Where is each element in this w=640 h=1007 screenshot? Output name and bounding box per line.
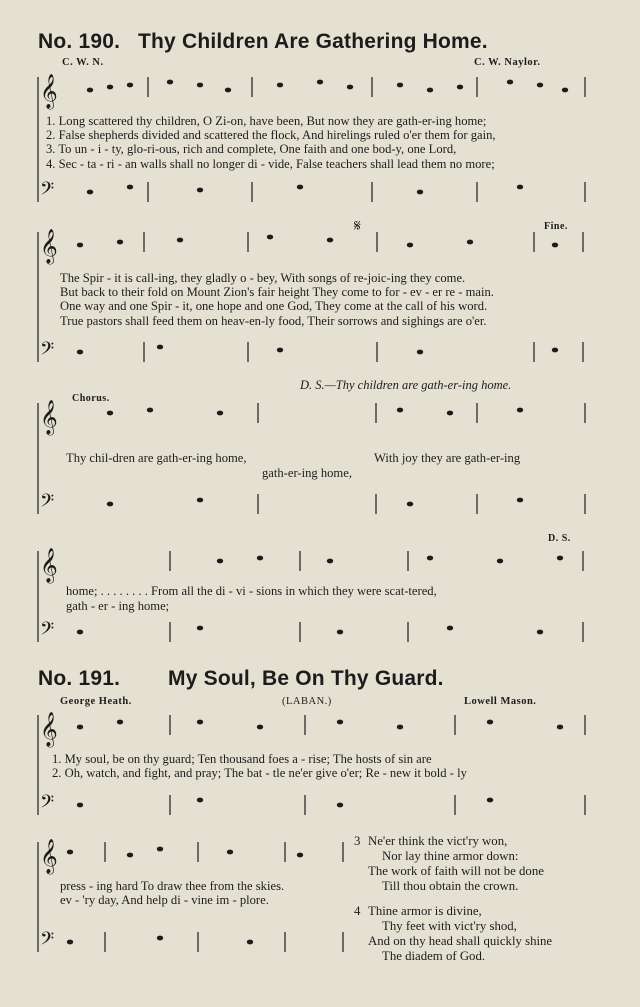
staff-190-3-treble bbox=[38, 403, 586, 423]
bass-clef-icon: 𝄢 bbox=[40, 491, 55, 516]
staff-191-1-treble bbox=[38, 715, 586, 735]
stanza-4-number: 4 bbox=[354, 904, 361, 918]
treble-clef-icon: 𝄞 bbox=[40, 548, 58, 583]
segno-mark: 𝄋 bbox=[354, 216, 361, 235]
staff-190-2-bass bbox=[38, 342, 586, 362]
chorus-line-1b: With joy they are gath-er-ing bbox=[374, 451, 521, 465]
staff-191-1-bass bbox=[38, 795, 586, 815]
hymn-191-composer: George Heath. bbox=[60, 696, 132, 707]
clefs bbox=[40, 74, 58, 954]
staff-190-4-bass bbox=[38, 622, 586, 642]
treble-clef-icon: 𝄞 bbox=[40, 839, 58, 874]
bass-clef-icon: 𝄢 bbox=[40, 792, 55, 817]
stanza-4-line-4: The diadem of God. bbox=[382, 949, 486, 963]
staff-190-1-bass bbox=[38, 182, 586, 202]
hymn-191-title: My Soul, Be On Thy Guard. bbox=[168, 667, 444, 690]
stanza-4-line-1: Thine armor is divine, bbox=[368, 904, 482, 918]
stanza-3 bbox=[354, 834, 544, 894]
verse-3-line-a: 3. To un - i - ty, glo-ri-ous, rich and complete, One faith and one bod-y, one Lord, bbox=[46, 142, 457, 157]
noteheads bbox=[67, 80, 568, 945]
staff-190-3-bass bbox=[38, 494, 586, 514]
verse-1-line-b: The Spir - it is call-ing, they gladly o - bey, With songs of re-joic-ing they come. bbox=[60, 271, 466, 285]
chorus-line-2b: gath - er - ing home; bbox=[66, 599, 170, 613]
stanza-3-number: 3 bbox=[354, 834, 361, 848]
staff-190-4-treble bbox=[38, 551, 586, 571]
stanza-3-line-4: Till thou obtain the crown. bbox=[382, 879, 519, 893]
ds-instruction: D. S.—Thy children are gath-er-ing home. bbox=[300, 378, 512, 392]
hymn-191-number: No. 191. bbox=[38, 667, 121, 690]
verse-1-line-b: press - ing hard To draw thee from the skies. bbox=[60, 879, 285, 893]
chorus-line-2: home; . . . . . . . . From all the di - vi - sions in which they were scat-tered, bbox=[66, 584, 437, 598]
bass-clef-icon: 𝄢 bbox=[40, 619, 55, 644]
treble-clef-icon: 𝄞 bbox=[40, 400, 58, 435]
verse-4-line-b: True pastors shall feed them on heav-en-ly food, Their sorrows and sighings are o'er. bbox=[60, 313, 487, 328]
chorus-label: Chorus. bbox=[72, 393, 110, 404]
hymn-190-title: Thy Children Are Gathering Home. bbox=[138, 30, 488, 53]
verse-4-line-a: 4. Sec - ta - ri - an walls shall no longer di - vide, False teachers shall lead them no more; bbox=[46, 156, 495, 171]
hymn-191-author: Lowell Mason. bbox=[464, 696, 537, 707]
hymn-191-verse-block-a bbox=[52, 752, 467, 780]
staff-191-2-treble bbox=[38, 842, 343, 862]
bass-clef-icon: 𝄢 bbox=[40, 179, 55, 204]
treble-clef-icon: 𝄞 bbox=[40, 74, 58, 109]
hymn-190-composer: C. W. N. bbox=[62, 57, 104, 68]
treble-clef-icon: 𝄞 bbox=[40, 229, 58, 264]
verse-1-line-a: 1. Long scattered thy children, O Zi-on, have been, But now they are gath-er-ing home; bbox=[46, 114, 487, 128]
hymn-190-number: No. 190. bbox=[38, 30, 121, 53]
ds-mark: D. S. bbox=[548, 533, 571, 544]
bass-clef-icon: 𝄢 bbox=[40, 929, 55, 954]
staff-190-1-treble bbox=[38, 77, 586, 97]
verse-2-line-a: 2. Oh, watch, and fight, and pray; The bat - tle ne'er give o'er; Re - new it bold - ly bbox=[52, 766, 467, 781]
chorus-line-1-under: gath-er-ing home, bbox=[262, 466, 352, 480]
hymn-191-verse-block-b bbox=[60, 879, 284, 907]
bass-clef-icon: 𝄢 bbox=[40, 339, 55, 364]
treble-clef-icon: 𝄞 bbox=[40, 712, 58, 747]
stanza-3-line-3: The work of faith will not be done bbox=[368, 864, 544, 878]
stanza-3-line-2: Nor lay thine armor down: bbox=[382, 849, 519, 863]
hymn-190-author: C. W. Naylor. bbox=[474, 57, 541, 68]
stanza-4 bbox=[354, 904, 552, 964]
verse-1-line-a: 1. My soul, be on thy guard; Ten thousand foes a - rise; The hosts of sin are bbox=[52, 752, 432, 766]
verse-2-line-a: 2. False shepherds divided and scattered the flock, And hirelings ruled o'er them for gain, bbox=[46, 128, 496, 143]
verse-3-line-b: One way and one Spir - it, one hope and one God, They come at the call of his word. bbox=[60, 299, 488, 314]
staff-191-2-bass bbox=[38, 932, 343, 952]
verse-2-line-b: ev - 'ry day, And help di - vine im - plore. bbox=[60, 893, 269, 908]
hymn-191-tune: (LABAN.) bbox=[282, 696, 332, 707]
stanza-4-line-2: Thy feet with vict'ry shod, bbox=[382, 919, 517, 933]
chorus-line-1: Thy chil-dren are gath-er-ing home, bbox=[66, 451, 247, 465]
fine-mark: Fine. bbox=[544, 221, 568, 232]
stanza-4-line-3: And on thy head shall quickly shine bbox=[368, 934, 553, 948]
stanza-3-line-1: Ne'er think the vict'ry won, bbox=[368, 834, 508, 848]
verse-2-line-b: But back to their fold on Mount Zion's fair height They come to for - ev - er re - main. bbox=[60, 285, 494, 300]
hymn-190-verse-block-a bbox=[46, 114, 496, 171]
hymn-190-verse-block-b bbox=[60, 271, 494, 328]
